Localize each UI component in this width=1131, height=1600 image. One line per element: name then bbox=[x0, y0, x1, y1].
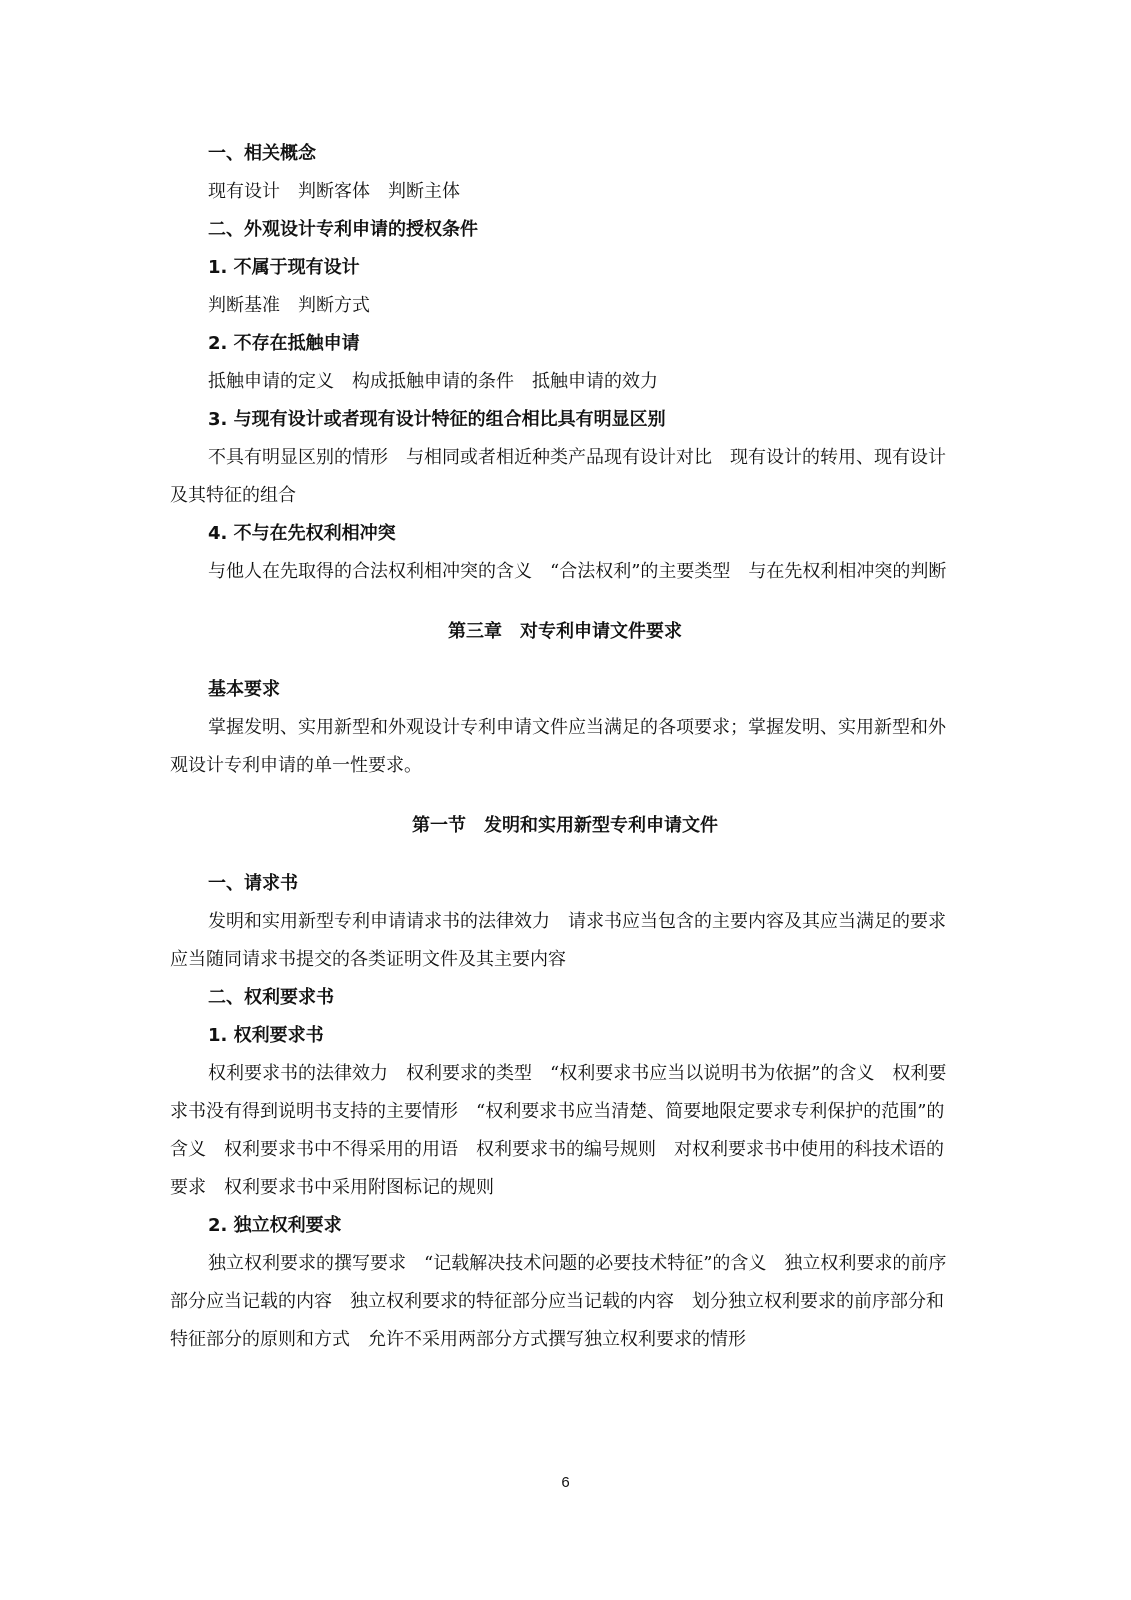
body-paragraph: 独立权利要求的撰写要求 “记载解决技术问题的必要技术特征”的含义 独立权利要求的前序部分应当记载的内容 独立权利要求的特征部分应当记载的内容 划分独立权利要求的前序部分和特征部分的原则和方式 允许不采用两部分方式撰写独立权利要求的情形 bbox=[170, 1253, 947, 1350]
page-number: 6 bbox=[561, 1474, 570, 1491]
body-paragraph: 权利要求书的法律效力 权利要求的类型 “权利要求书应当以说明书为依据”的含义 权利要求书没有得到说明书支持的主要情形 “权利要求书应当清楚、简要地限定要求专利保护的范围”的含义 权利要求书中不得采用的用语 权利要求书的编号规则 对权利要求书中使用的科技术语的要求 权利要求书中采用附图标记的规则 bbox=[170, 1063, 947, 1198]
chapter-title: 第三章 对专利申请文件要求 bbox=[448, 621, 682, 642]
section-heading: 一、请求书 bbox=[208, 873, 298, 894]
concept-list: 抵触申请的定义 构成抵触申请的条件 抵触申请的效力 bbox=[208, 371, 658, 392]
subsection-heading: 1. 权利要求书 bbox=[208, 1025, 324, 1046]
subsection-heading: 4. 不与在先权利相冲突 bbox=[208, 523, 396, 544]
document-body bbox=[170, 135, 964, 1359]
section-title: 第一节 发明和实用新型专利申请文件 bbox=[412, 815, 718, 836]
section-heading: 基本要求 bbox=[208, 679, 280, 700]
concept-list: 与他人在先取得的合法权利相冲突的含义 “合法权利”的主要类型 与在先权利相冲突的判断 bbox=[208, 561, 947, 582]
body-paragraph: 掌握发明、实用新型和外观设计专利申请文件应当满足的各项要求；掌握发明、实用新型和外观设计专利申请的单一性要求。 bbox=[170, 717, 946, 776]
section-heading: 二、权利要求书 bbox=[208, 987, 334, 1008]
section-heading: 一、相关概念 bbox=[208, 143, 316, 164]
concept-list: 判断基准 判断方式 bbox=[208, 295, 370, 316]
subsection-heading: 2. 独立权利要求 bbox=[208, 1215, 342, 1236]
concept-list: 不具有明显区别的情形 与相同或者相近种类产品现有设计对比 现有设计的转用、现有设计及其特征的组合 bbox=[170, 447, 946, 506]
concept-list: 现有设计 判断客体 判断主体 bbox=[208, 181, 460, 202]
subsection-heading: 2. 不存在抵触申请 bbox=[208, 333, 360, 354]
body-paragraph: 发明和实用新型专利申请请求书的法律效力 请求书应当包含的主要内容及其应当满足的要求 应当随同请求书提交的各类证明文件及其主要内容 bbox=[170, 911, 964, 970]
subsection-heading: 3. 与现有设计或者现有设计特征的组合相比具有明显区别 bbox=[208, 409, 666, 430]
section-heading: 二、外观设计专利申请的授权条件 bbox=[208, 219, 478, 240]
subsection-heading: 1. 不属于现有设计 bbox=[208, 257, 360, 278]
